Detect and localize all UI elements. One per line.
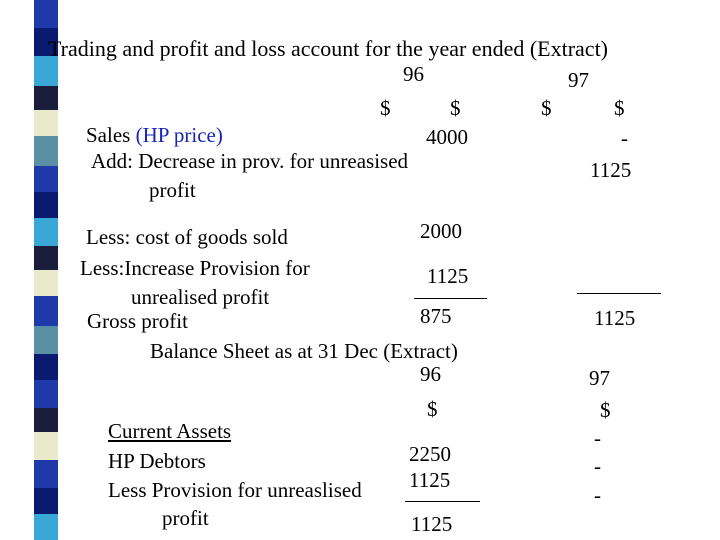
balance-year-97: 97 xyxy=(589,366,610,390)
strip-block xyxy=(34,408,58,432)
balance-currency-97: $ xyxy=(600,398,611,422)
sales-label: Sales xyxy=(86,123,136,147)
currency-96-b: $ xyxy=(450,96,461,120)
trading-year-96: 96 xyxy=(403,62,424,86)
trading-title: Trading and profit and loss account for the year ended (Extract) xyxy=(48,36,609,61)
strip-block xyxy=(34,192,58,218)
strip-block xyxy=(34,86,58,110)
subtotal-rule-97 xyxy=(577,293,661,294)
strip-block xyxy=(34,296,58,326)
strip-block xyxy=(34,0,58,28)
provision-96-value: 1125 xyxy=(409,468,451,492)
gross-profit-96-value: 875 xyxy=(420,304,452,328)
balance-97-dash-b: - xyxy=(594,454,601,478)
sales-96-value: 4000 xyxy=(426,125,468,149)
strip-block xyxy=(34,166,58,192)
add-decrease-label: Add: Decrease in prov. for unreasised xyxy=(91,149,409,173)
strip-block xyxy=(34,110,58,136)
sales-row-label xyxy=(86,125,223,146)
current-assets-heading: Current Assets xyxy=(108,419,232,443)
decorative-strip xyxy=(0,0,60,540)
subtotal-rule-96 xyxy=(414,298,487,299)
cogs-96-value: 2000 xyxy=(420,219,462,243)
gross-profit-97-value: 1125 xyxy=(594,306,636,330)
trading-year-97: 97 xyxy=(568,68,589,92)
balance-year-96: 96 xyxy=(420,362,441,386)
cogs-label: Less: cost of goods sold xyxy=(86,225,288,249)
net-hp-debtors-96-value: 1125 xyxy=(411,512,453,536)
add-decrease-97-value: 1125 xyxy=(590,158,632,182)
currency-97-a: $ xyxy=(541,96,552,120)
strip-block xyxy=(34,246,58,270)
strip-block xyxy=(34,326,58,354)
hp-debtors-label: HP Debtors xyxy=(108,449,206,473)
currency-96-a: $ xyxy=(380,96,391,120)
balance-title: Balance Sheet as at 31 Dec (Extract) xyxy=(150,339,458,363)
strip-block xyxy=(34,432,58,460)
strip-block xyxy=(34,218,58,246)
balance-97-dash-c: - xyxy=(594,483,601,507)
increase-provision-label-2: unrealised profit xyxy=(131,285,270,309)
strip-block xyxy=(34,460,58,488)
strip-block xyxy=(34,270,58,296)
strip-block xyxy=(34,354,58,380)
provision-label: Less Provision for unreaslised xyxy=(108,478,362,502)
increase-provision-label: Less:Increase Provision for xyxy=(80,256,310,280)
increase-provision-96-value: 1125 xyxy=(427,264,469,288)
balance-97-dash-a: - xyxy=(594,426,601,450)
balance-currency-96: $ xyxy=(427,397,438,421)
add-decrease-label-2: profit xyxy=(149,178,196,202)
strip-block xyxy=(34,488,58,514)
sales-97-value: - xyxy=(621,126,628,150)
hp-price-label: (HP price) xyxy=(135,123,223,147)
strip-block xyxy=(34,514,58,540)
balance-subtotal-rule xyxy=(405,501,480,502)
gross-profit-label: Gross profit xyxy=(87,309,188,333)
strip-block xyxy=(34,380,58,408)
currency-97-b: $ xyxy=(614,96,625,120)
provision-label-2: profit xyxy=(162,506,209,530)
strip-block xyxy=(34,136,58,166)
hp-debtors-96-value: 2250 xyxy=(409,442,451,466)
